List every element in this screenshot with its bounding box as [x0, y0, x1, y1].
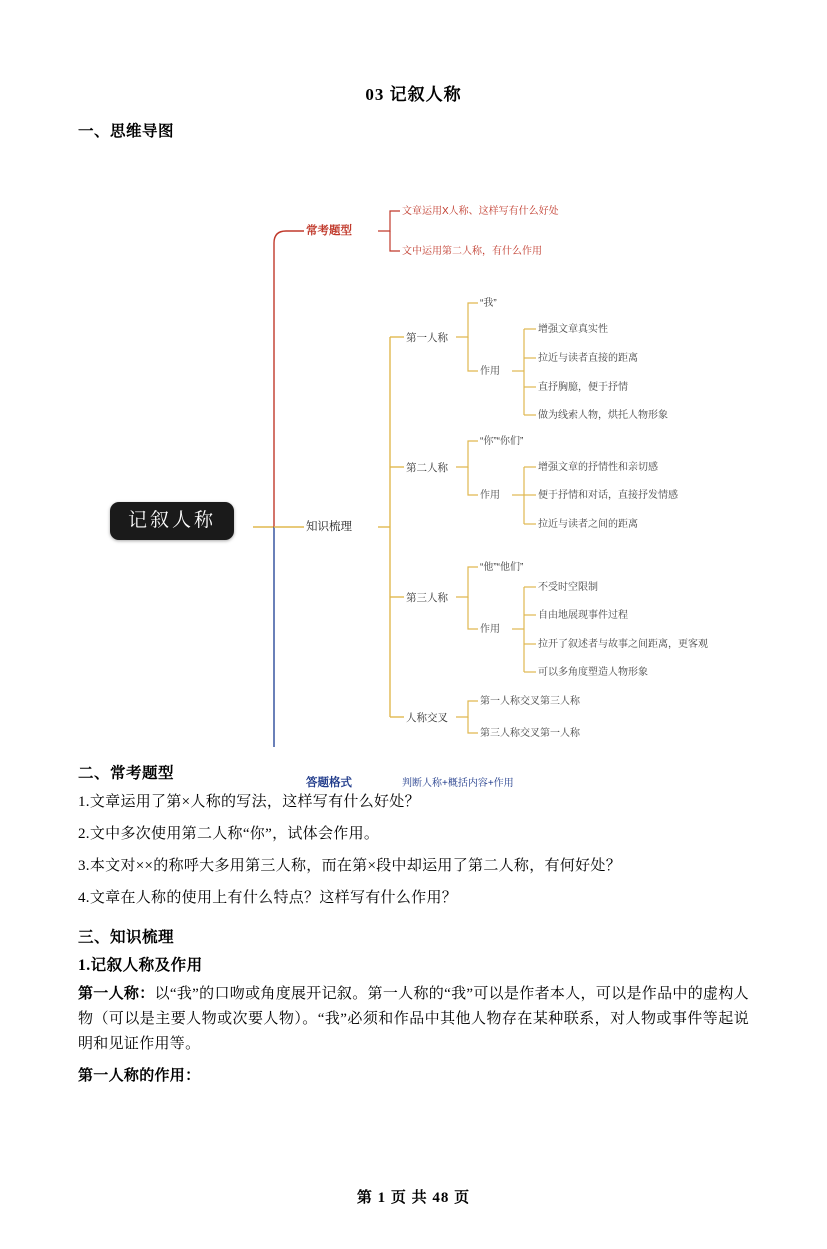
subsection-heading-person-and-effect: 1.记叙人称及作用 [78, 957, 203, 974]
first-person-paragraph [78, 982, 749, 1057]
mindmap-node-person-cross: 人称交叉 [406, 712, 448, 724]
mindmap-leaf-sp-effect-2: 便于抒情和对话，直接抒发情感 [538, 490, 678, 501]
question-type-2: 2.文中多次使用第二人称“你”，试体会作用。 [78, 826, 380, 842]
section-heading-question-types: 二、常考题型 [78, 765, 175, 782]
mindmap-node-second-person-quote: “你”“你们” [480, 436, 524, 447]
question-type-1: 1.文章运用了第×人称的写法，这样写有什么好处？ [78, 794, 420, 810]
mindmap-node-first-person-quote: “我” [480, 298, 497, 309]
mindmap-leaf-fp-effect-3: 直抒胸臆，便于抒情 [538, 382, 628, 393]
mindmap-leaf-tp-effect-1: 不受时空限制 [538, 582, 598, 593]
first-person-effect-label: 第一人称的作用： [78, 1068, 201, 1084]
mindmap-leaf-fp-effect-2: 拉近与读者直接的距离 [538, 353, 638, 364]
mindmap-branch-answer-format: 答题格式 [306, 777, 352, 789]
mindmap-leaf-cross-2: 第三人称交叉第一人称 [480, 728, 580, 739]
mindmap-leaf-q1: 文章运用X人称、这样写有什么好处 [402, 206, 559, 217]
document-page [0, 80, 827, 1249]
mindmap-leaf-sp-effect-3: 拉近与读者之间的距离 [538, 519, 638, 530]
section-heading-mindmap: 一、思维导图 [78, 123, 175, 140]
question-type-3: 3.本文对××的称呼大多用第三人称，而在第×段中却运用了第二人称，有何好处？ [78, 858, 622, 874]
mindmap-leaf-q2: 文中运用第二人称，有什么作用 [402, 246, 542, 257]
mindmap-leaf-tp-effect-3: 拉开了叙述者与故事之间距离，更客观 [538, 639, 708, 650]
first-person-label: 第一人称： [78, 986, 155, 1002]
mindmap-node-first-person: 第一人称 [406, 332, 448, 344]
section-heading-knowledge: 三、知识梳理 [78, 929, 175, 946]
mindmap-leaf-tp-effect-2: 自由地展现事件过程 [538, 610, 628, 621]
mindmap-branch-knowledge: 知识梳理 [306, 521, 352, 533]
mindmap-leaf-fp-effect-4: 做为线索人物，烘托人物形象 [538, 410, 668, 421]
first-person-text: 以“我”的口吻或角度展开记叙。第一人称的“我”可以是作者本人，可以是作品中的虚构人物（可以是主要人物或次要人物）。“我”必须和作品中其他人物存在某种联系，对人物或事件等起说明和见证作用等。 [78, 986, 749, 1052]
mindmap-node-third-person: 第三人称 [406, 592, 448, 604]
mindmap-leaf-tp-effect-4: 可以多角度塑造人物形象 [538, 667, 648, 678]
page-title: 03 记叙人称 [365, 85, 462, 104]
mindmap-leaf-answer-format: 判断人称+概括内容+作用 [402, 778, 514, 789]
mindmap-leaf-sp-effect-1: 增强文章的抒情性和亲切感 [538, 462, 658, 473]
mindmap-branch-common-question-types: 常考题型 [306, 225, 352, 237]
mindmap-leaf-fp-effect-1: 增强文章真实性 [538, 324, 608, 335]
mindmap-node-first-person-effect-label: 作用 [480, 366, 500, 377]
mindmap-root-node: 记叙人称 [110, 502, 234, 540]
mindmap-node-second-person-effect-label: 作用 [480, 490, 500, 501]
mindmap-node-third-person-effect-label: 作用 [480, 624, 500, 635]
mindmap-leaf-cross-1: 第一人称交叉第三人称 [480, 696, 580, 707]
mindmap-node-third-person-quote: “他”“他们” [480, 562, 524, 573]
page-footer: 第 1 页 共 48 页 [356, 1190, 471, 1206]
question-type-4: 4.文章在人称的使用上有什么特点？这样写有什么作用？ [78, 890, 458, 906]
mindmap-node-second-person: 第二人称 [406, 462, 448, 474]
mindmap-connectors [78, 147, 749, 747]
